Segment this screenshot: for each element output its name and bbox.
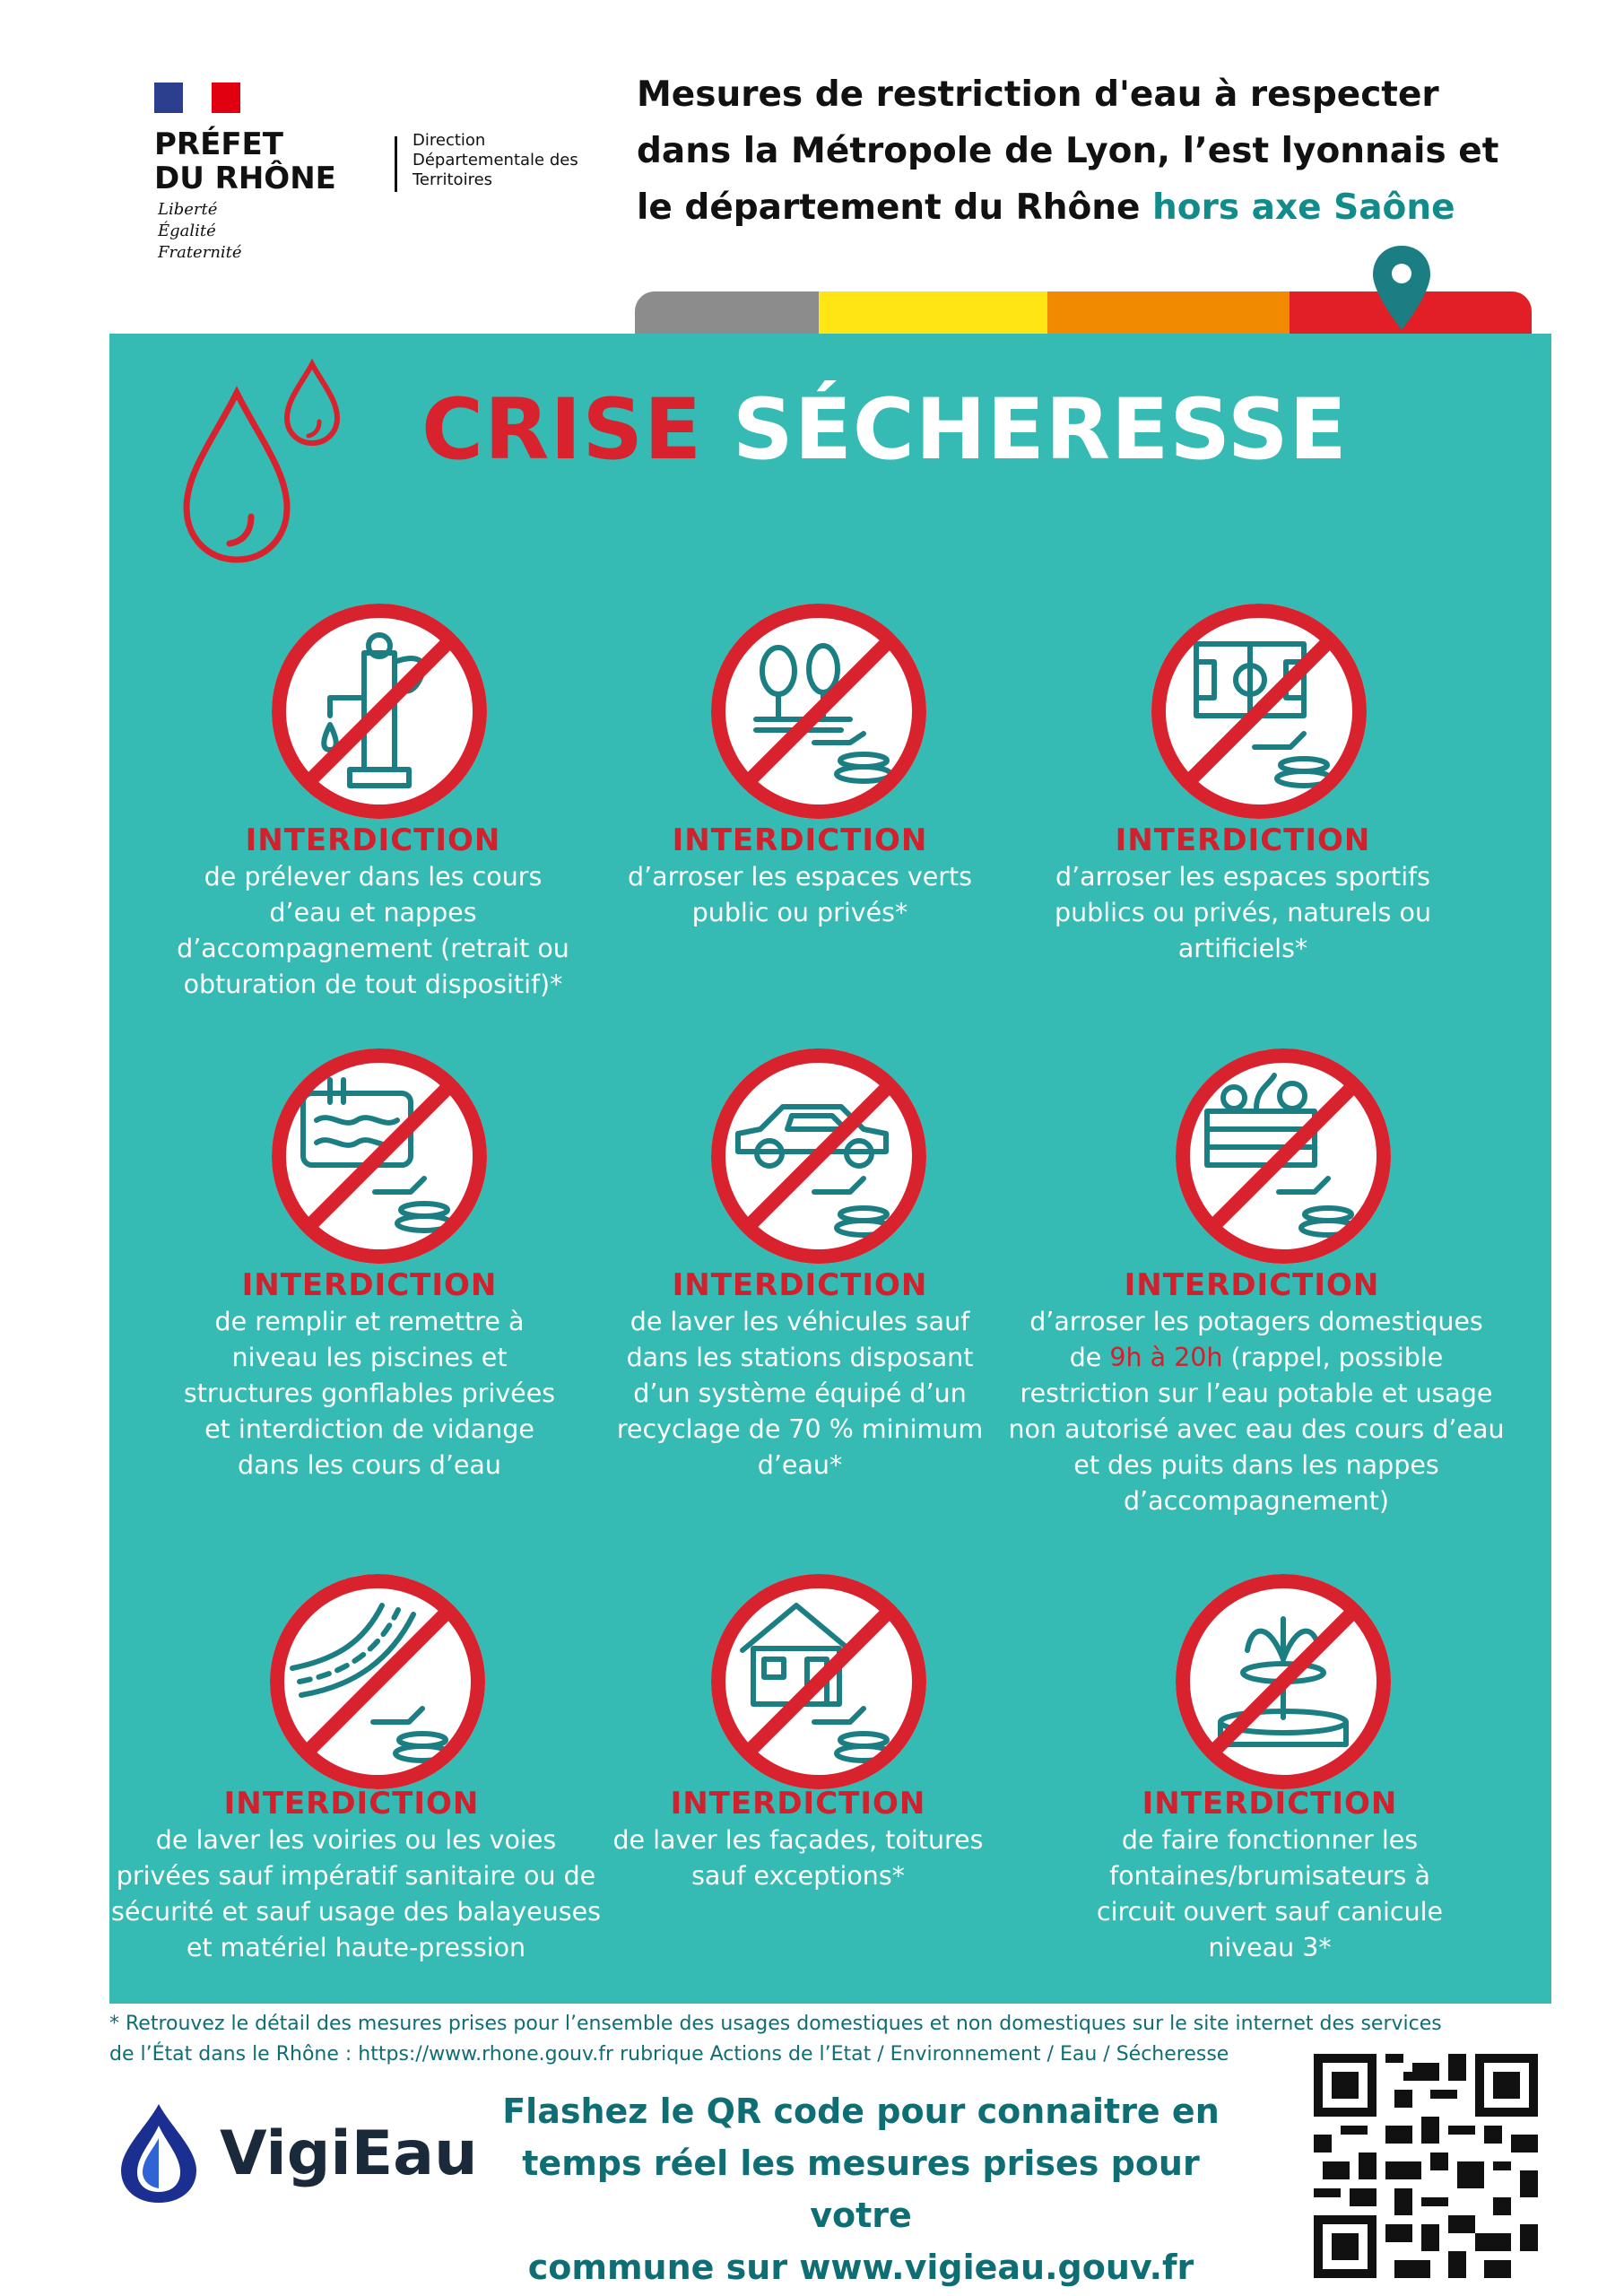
house-facade-icon <box>707 1570 931 1794</box>
level-alerte <box>819 291 1047 336</box>
page-title: Mesures de restriction d'eau à respecter dans la Métropole de Lyon, l’est lyonnais et le département du Rhône hors axe Saône <box>637 74 1499 228</box>
item-2-heading: INTERDICTION <box>672 822 928 858</box>
level-vigilance <box>635 291 819 336</box>
item-5-heading: INTERDICTION <box>672 1267 928 1303</box>
item-4-text: de remplir et remettre à niveau les piscines et structures gonflables privées et interdiction de vidange dans les cours d’eau <box>183 1307 556 1480</box>
item-4-heading: INTERDICTION <box>241 1267 498 1303</box>
item-9-text: de faire fonctionner les fontaines/brumisateurs à circuit ouvert sauf canicule niveau 3* <box>1096 1825 1444 1962</box>
republic-motto: Liberté Égalité Fraternité <box>158 200 242 262</box>
item-7-heading: INTERDICTION <box>223 1786 480 1822</box>
level-alerte-renforcee <box>1047 291 1290 336</box>
item-1-heading: INTERDICTION <box>245 822 501 858</box>
item-5-text: de laver les véhicules sauf dans les stations disposant d’un système équipé d’un recyclage de 70 % minimum d’eau* <box>616 1307 984 1480</box>
ddt-label: Direction Départementale des Territoires <box>413 131 578 189</box>
sports-field-icon <box>1147 599 1371 823</box>
prefect-name: PRÉFET DU RHÔNE <box>154 126 336 196</box>
location-pin-icon <box>1369 244 1434 334</box>
footnote: * Retrouvez le détail des mesures prises pour l’ensemble des usages domestiques et non domestiques sur le site internet des services de l’État dans le Rhône : https://www.rhone.gouv.fr rubrique Actions de l’Etat / Environnement / Eau / Sécheresse <box>109 2013 1442 2066</box>
item-7-text: de laver les voiries ou les voies privées sauf impératif sanitaire ou de sécurité et sauf usage des balayeuses et matériel haute-pression <box>111 1825 601 1962</box>
item-3-text: d’arroser les espaces sportifs publics ou privés, naturels ou artificiels* <box>1054 862 1432 963</box>
qr-code-icon[interactable] <box>1314 2054 1538 2278</box>
item-1-text: de prélever dans les cours d’eau et nappes d’accompagnement (retrait ou obturation de tout dispositif)* <box>177 862 569 999</box>
vigieau-brand: VigiEau <box>220 2118 478 2189</box>
item-3-heading: INTERDICTION <box>1115 822 1371 858</box>
vegetable-garden-icon <box>1171 1044 1395 1268</box>
fountain-icon <box>1171 1570 1395 1794</box>
car-wash-icon <box>707 1044 931 1268</box>
water-pump-icon <box>267 599 491 823</box>
road-icon <box>265 1570 490 1794</box>
crisis-headline: CRISE SÉCHERESSE <box>421 381 1348 479</box>
pool-icon <box>267 1044 491 1268</box>
item-8-text: de laver les façades, toitures sauf exceptions* <box>612 1825 984 1891</box>
item-2-text: d’arroser les espaces verts public ou privés* <box>627 862 973 927</box>
qr-instructions: Flashez le QR code pour connaitre en temps réel les mesures prises pour votre commune sur www.vigieau.gouv.fr <box>502 2092 1220 2287</box>
water-drops-icon <box>176 357 355 572</box>
item-9-heading: INTERDICTION <box>1142 1786 1398 1822</box>
item-6-heading: INTERDICTION <box>1124 1267 1380 1303</box>
item-6-text: d’arroser les potagers domestiques de 9h à 20h (rappel, possible restriction sur l’eau potable et usage non autorisé avec eau des cours d’eau et des puits dans les nappes d’accompagnement) <box>1008 1307 1505 1516</box>
logo-divider <box>395 136 397 192</box>
prefecture-logo <box>154 83 621 280</box>
french-flag-icon <box>154 83 240 113</box>
green-spaces-icon <box>707 599 931 823</box>
item-8-heading: INTERDICTION <box>670 1786 926 1822</box>
